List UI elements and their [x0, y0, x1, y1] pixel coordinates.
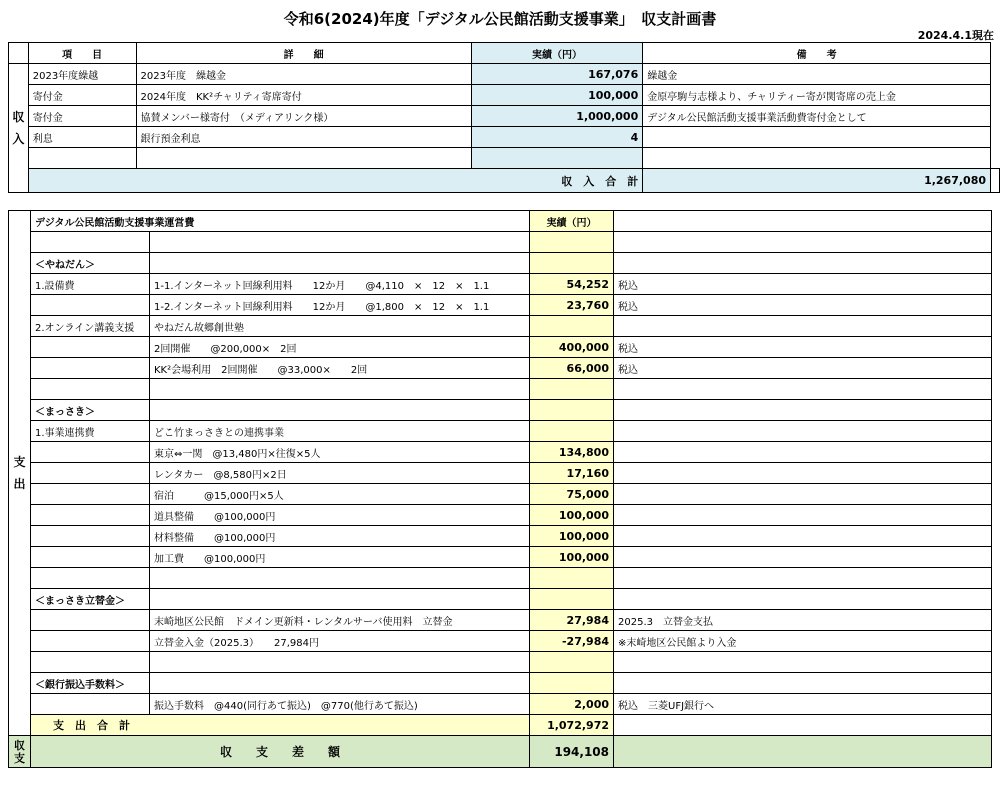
expense-header-note	[614, 211, 992, 232]
detail-cell: 振込手数料 @440(同行あて振込) @770(他行あて振込)	[150, 694, 530, 715]
amount-cell: 100,000	[530, 505, 614, 526]
expense-row	[9, 274, 992, 295]
balance-row	[9, 736, 992, 768]
expense-row	[9, 421, 992, 442]
note-cell	[614, 526, 992, 547]
item-cell: 2023年度繰越	[28, 64, 136, 85]
item-cell: 利息	[28, 127, 136, 148]
expense-row	[9, 358, 992, 379]
expense-row	[9, 589, 992, 610]
income-row	[9, 64, 1000, 85]
note-cell	[614, 652, 992, 673]
note-cell	[614, 232, 992, 253]
amount-cell	[530, 253, 614, 274]
detail-cell: 立替金入金（2025.3） 27,984円	[150, 631, 530, 652]
income-total-label: 収 入 合 計	[471, 169, 643, 193]
note-cell	[614, 484, 992, 505]
note-cell	[643, 127, 991, 148]
detail-cell	[136, 148, 471, 169]
expense-row	[9, 484, 992, 505]
item-cell: ＜まっさき＞	[31, 400, 150, 421]
expense-total-amount: 1,072,972	[530, 715, 614, 736]
item-cell	[31, 379, 150, 400]
note-cell: 税込	[614, 295, 992, 316]
note-cell: ※末崎地区公民館より入金	[614, 631, 992, 652]
expense-row	[9, 505, 992, 526]
note-cell	[643, 148, 991, 169]
amount-cell	[530, 652, 614, 673]
expense-table	[8, 210, 992, 768]
note-cell	[614, 589, 992, 610]
amount-cell: 17,160	[530, 463, 614, 484]
amount-cell: 75,000	[530, 484, 614, 505]
as-of-date: 2024.4.1現在	[917, 29, 994, 42]
amount-cell	[530, 316, 614, 337]
note-cell	[614, 400, 992, 421]
item-cell	[28, 148, 136, 169]
item-cell	[31, 526, 150, 547]
income-total-amount: 1,267,080	[643, 169, 991, 193]
income-total-row	[9, 169, 1000, 193]
expense-row	[9, 316, 992, 337]
expense-row	[9, 295, 992, 316]
amount-cell	[530, 421, 614, 442]
item-cell: 1.設備費	[31, 274, 150, 295]
detail-cell	[150, 253, 530, 274]
item-cell	[31, 610, 150, 631]
income-side-label: 収入	[9, 64, 29, 193]
detail-cell: 加工費 @100,000円	[150, 547, 530, 568]
expense-header-row	[9, 211, 992, 232]
item-cell	[31, 358, 150, 379]
balance-note	[614, 736, 992, 768]
amount-cell	[530, 673, 614, 694]
detail-cell: 末崎地区公民館 ドメイン更新料・レンタルサーバ使用料 立替金	[150, 610, 530, 631]
detail-cell: 1-1.インターネット回線利用料 12か月 @4,110 × 12 × 1.1	[150, 274, 530, 295]
amount-cell: 1,000,000	[471, 106, 643, 127]
expense-row	[9, 652, 992, 673]
amount-cell: 54,252	[530, 274, 614, 295]
expense-row	[9, 379, 992, 400]
income-corner	[9, 43, 29, 64]
detail-cell: レンタカー @8,580円×2日	[150, 463, 530, 484]
detail-cell	[150, 568, 530, 589]
page-title: 令和6(2024)年度「デジタル公民館活動支援事業」 収支計画書	[283, 10, 717, 28]
item-cell: 寄付金	[28, 85, 136, 106]
expense-side-label: 支出	[9, 211, 31, 736]
item-cell: 寄付金	[28, 106, 136, 127]
amount-cell: 100,000	[530, 526, 614, 547]
item-cell: ＜まっさき立替金＞	[31, 589, 150, 610]
note-cell	[614, 253, 992, 274]
expense-row	[9, 526, 992, 547]
item-cell	[31, 232, 150, 253]
detail-cell: 2回開催 @200,000× 2回	[150, 337, 530, 358]
detail-cell: 1-2.インターネット回線利用料 12か月 @1,800 × 12 × 1.1	[150, 295, 530, 316]
note-cell	[614, 673, 992, 694]
income-total-spacer	[28, 169, 471, 193]
header-amount: 実績（円）	[471, 43, 643, 64]
item-cell: 1.事業連携費	[31, 421, 150, 442]
note-cell	[614, 379, 992, 400]
expense-total-row	[9, 715, 992, 736]
detail-cell: 2023年度 繰越金	[136, 64, 471, 85]
item-cell	[31, 505, 150, 526]
item-cell	[31, 442, 150, 463]
detail-cell	[150, 673, 530, 694]
item-cell: 2.オンライン講義支援	[31, 316, 150, 337]
detail-cell	[150, 589, 530, 610]
detail-cell	[150, 400, 530, 421]
expense-row	[9, 631, 992, 652]
income-row	[9, 106, 1000, 127]
amount-cell: 167,076	[471, 64, 643, 85]
expense-row	[9, 673, 992, 694]
detail-cell: 材料整備 @100,000円	[150, 526, 530, 547]
expense-header-amount: 実績（円）	[530, 211, 614, 232]
header-detail: 詳 細	[136, 43, 471, 64]
amount-cell: 400,000	[530, 337, 614, 358]
amount-cell: 134,800	[530, 442, 614, 463]
amount-cell: 66,000	[530, 358, 614, 379]
amount-cell	[530, 232, 614, 253]
detail-cell: 2024年度 KK²チャリティ寄席寄付	[136, 85, 471, 106]
note-cell	[614, 505, 992, 526]
detail-cell: 協賛メンバー様寄付 （メディアリンク様）	[136, 106, 471, 127]
header-note: 備 考	[643, 43, 991, 64]
amount-cell: 100,000	[530, 547, 614, 568]
expense-row	[9, 568, 992, 589]
amount-cell	[530, 400, 614, 421]
income-row	[9, 127, 1000, 148]
amount-cell	[530, 379, 614, 400]
expense-row	[9, 400, 992, 421]
detail-cell	[150, 652, 530, 673]
amount-cell: 4	[471, 127, 643, 148]
amount-cell: -27,984	[530, 631, 614, 652]
balance-amount: 194,108	[530, 736, 614, 768]
note-cell: 税込	[614, 358, 992, 379]
note-cell: 税込	[614, 274, 992, 295]
note-cell	[614, 568, 992, 589]
item-cell	[31, 295, 150, 316]
note-cell: 税込 三菱UFJ銀行へ	[614, 694, 992, 715]
note-cell: 税込	[614, 337, 992, 358]
item-cell	[31, 568, 150, 589]
item-cell	[31, 484, 150, 505]
income-table	[8, 42, 1000, 193]
detail-cell: 道具整備 @100,000円	[150, 505, 530, 526]
detail-cell: 宿泊 @15,000円×5人	[150, 484, 530, 505]
detail-cell: 東京⇔一関 @13,480円×往復×5人	[150, 442, 530, 463]
amount-cell: 100,000	[471, 85, 643, 106]
amount-cell: 27,984	[530, 610, 614, 631]
note-cell	[614, 547, 992, 568]
item-cell	[31, 652, 150, 673]
item-cell	[31, 463, 150, 484]
item-cell: ＜銀行振込手数料＞	[31, 673, 150, 694]
expense-total-note	[614, 715, 992, 736]
note-cell	[614, 316, 992, 337]
header-item: 項 目	[28, 43, 136, 64]
amount-cell	[530, 568, 614, 589]
detail-cell	[150, 232, 530, 253]
note-cell: 繰越金	[643, 64, 991, 85]
detail-cell: 銀行預金利息	[136, 127, 471, 148]
note-cell	[614, 421, 992, 442]
note-cell: 2025.3 立替金支払	[614, 610, 992, 631]
item-cell: ＜やねだん＞	[31, 253, 150, 274]
expense-row	[9, 337, 992, 358]
expense-row	[9, 442, 992, 463]
expense-row	[9, 253, 992, 274]
amount-cell	[530, 589, 614, 610]
note-cell: デジタル公民館活動支援事業活動費寄付金として	[643, 106, 991, 127]
item-cell	[31, 547, 150, 568]
detail-cell: どこ竹まっさきとの連携事業	[150, 421, 530, 442]
item-cell	[31, 631, 150, 652]
detail-cell: KK²会場利用 2回開催 @33,000× 2回	[150, 358, 530, 379]
expense-row	[9, 463, 992, 484]
detail-cell	[150, 379, 530, 400]
amount-cell: 23,760	[530, 295, 614, 316]
expense-header-title: デジタル公民館活動支援事業運営費	[31, 211, 530, 232]
income-header-row	[9, 43, 1000, 64]
income-row	[9, 85, 1000, 106]
expense-total-label: 支 出 合 計	[31, 715, 530, 736]
balance-side-label: 収支	[9, 736, 31, 768]
expense-row	[9, 232, 992, 253]
item-cell	[31, 694, 150, 715]
note-cell: 金原亭駒与志様より、チャリティー寄が関寄席の売上金	[643, 85, 991, 106]
amount-cell	[471, 148, 643, 169]
amount-cell: 2,000	[530, 694, 614, 715]
expense-row	[9, 547, 992, 568]
note-cell	[614, 463, 992, 484]
income-row	[9, 148, 1000, 169]
note-cell	[614, 442, 992, 463]
expense-row	[9, 610, 992, 631]
item-cell	[31, 337, 150, 358]
balance-label: 収 支 差 額	[31, 736, 530, 768]
expense-row	[9, 694, 992, 715]
income-total-note	[991, 169, 1000, 193]
detail-cell: やねだん故郷創世塾	[150, 316, 530, 337]
